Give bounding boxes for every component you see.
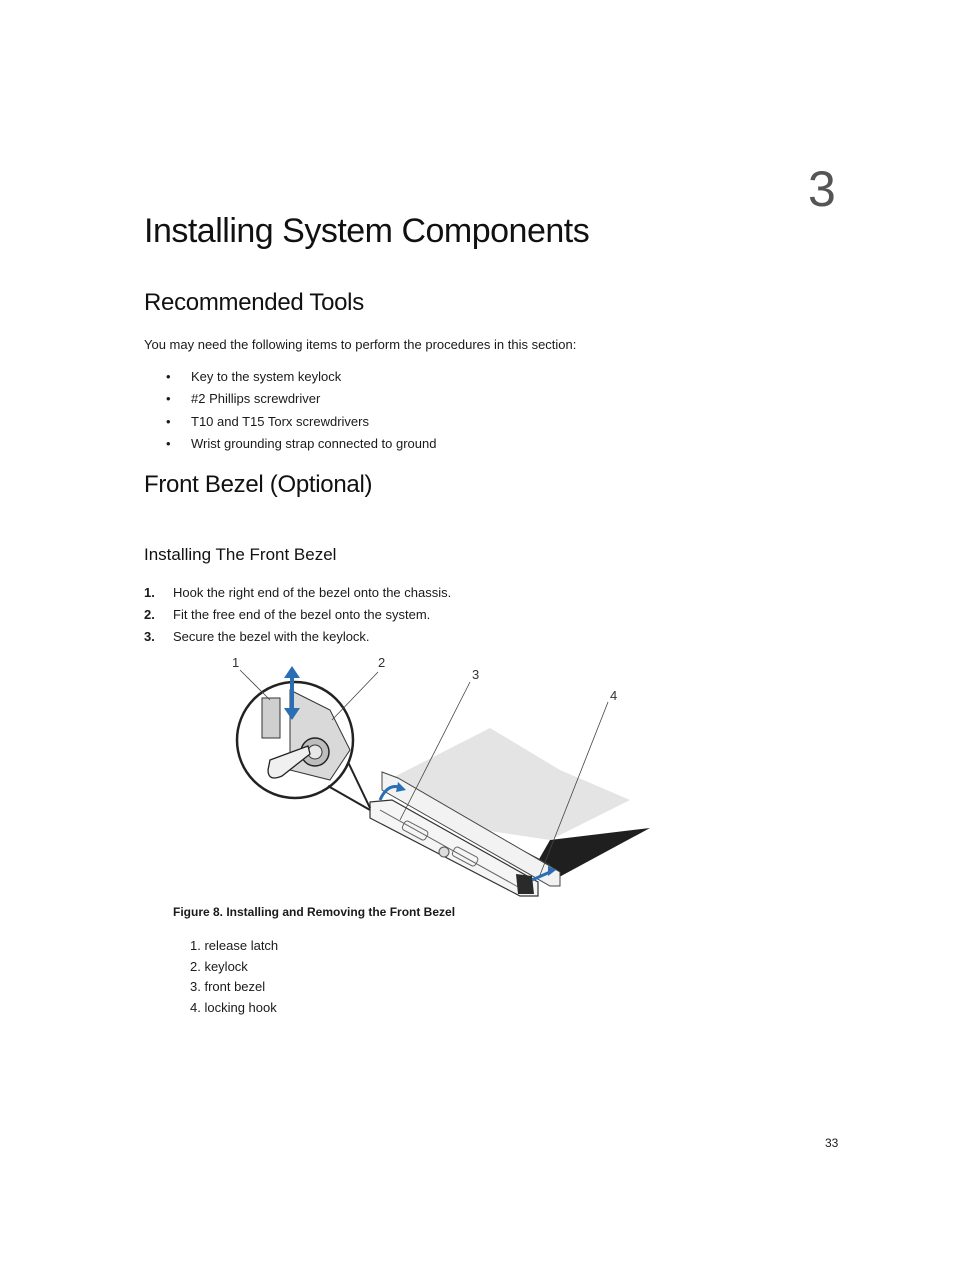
callout-4: 4 (610, 688, 618, 703)
bullet-icon: • (166, 369, 171, 384)
bullet-icon: • (166, 391, 171, 407)
figure-caption: Figure 8. Installing and Removing the Front Bezel (173, 905, 456, 919)
legend-item: 1. release latch (190, 938, 279, 953)
chapter-title: Installing System Components (144, 212, 590, 250)
callout-2: 2 (378, 655, 386, 670)
callout-1: 1 (232, 655, 240, 670)
list-item: • T10 and T15 Torx screwdrivers (166, 413, 369, 429)
subheading-installing-bezel: Installing The Front Bezel (144, 545, 337, 564)
page-number: 33 (825, 1136, 839, 1150)
step-item (144, 585, 451, 607)
list-item: • Wrist grounding strap connected to ground (166, 435, 437, 451)
list-item: • #2 Phillips screwdriver (166, 391, 321, 407)
bezel-installation-illustration (220, 650, 660, 900)
step-text: Fit the free end of the bezel onto the system. (173, 607, 431, 622)
legend-item: 2. keylock (190, 958, 248, 974)
step-number: 2. (144, 607, 155, 622)
install-steps (144, 585, 451, 651)
callout-3: 3 (472, 667, 480, 682)
legend-item: 4. locking hook (190, 999, 277, 1015)
legend-item: 3. front bezel (190, 979, 266, 995)
bullet-icon: • (166, 413, 171, 429)
step-text: Secure the bezel with the keylock. (173, 629, 370, 644)
tools-list (166, 368, 436, 457)
list-item: • Key to the system keylock (166, 369, 342, 384)
tools-intro: You may need the following items to perform the procedures in this section: (144, 337, 577, 352)
step-number: 1. (144, 585, 155, 600)
section-heading-bezel: Front Bezel (Optional) (144, 471, 373, 498)
step-item (144, 629, 451, 651)
figure-legend (190, 938, 278, 1020)
step-text: Hook the right end of the bezel onto the chassis. (173, 585, 452, 600)
section-heading-tools: Recommended Tools (144, 289, 364, 316)
bullet-icon: • (166, 435, 171, 451)
step-number: 3. (144, 629, 155, 644)
step-item (144, 607, 451, 629)
chapter-number: 3 (808, 161, 836, 217)
